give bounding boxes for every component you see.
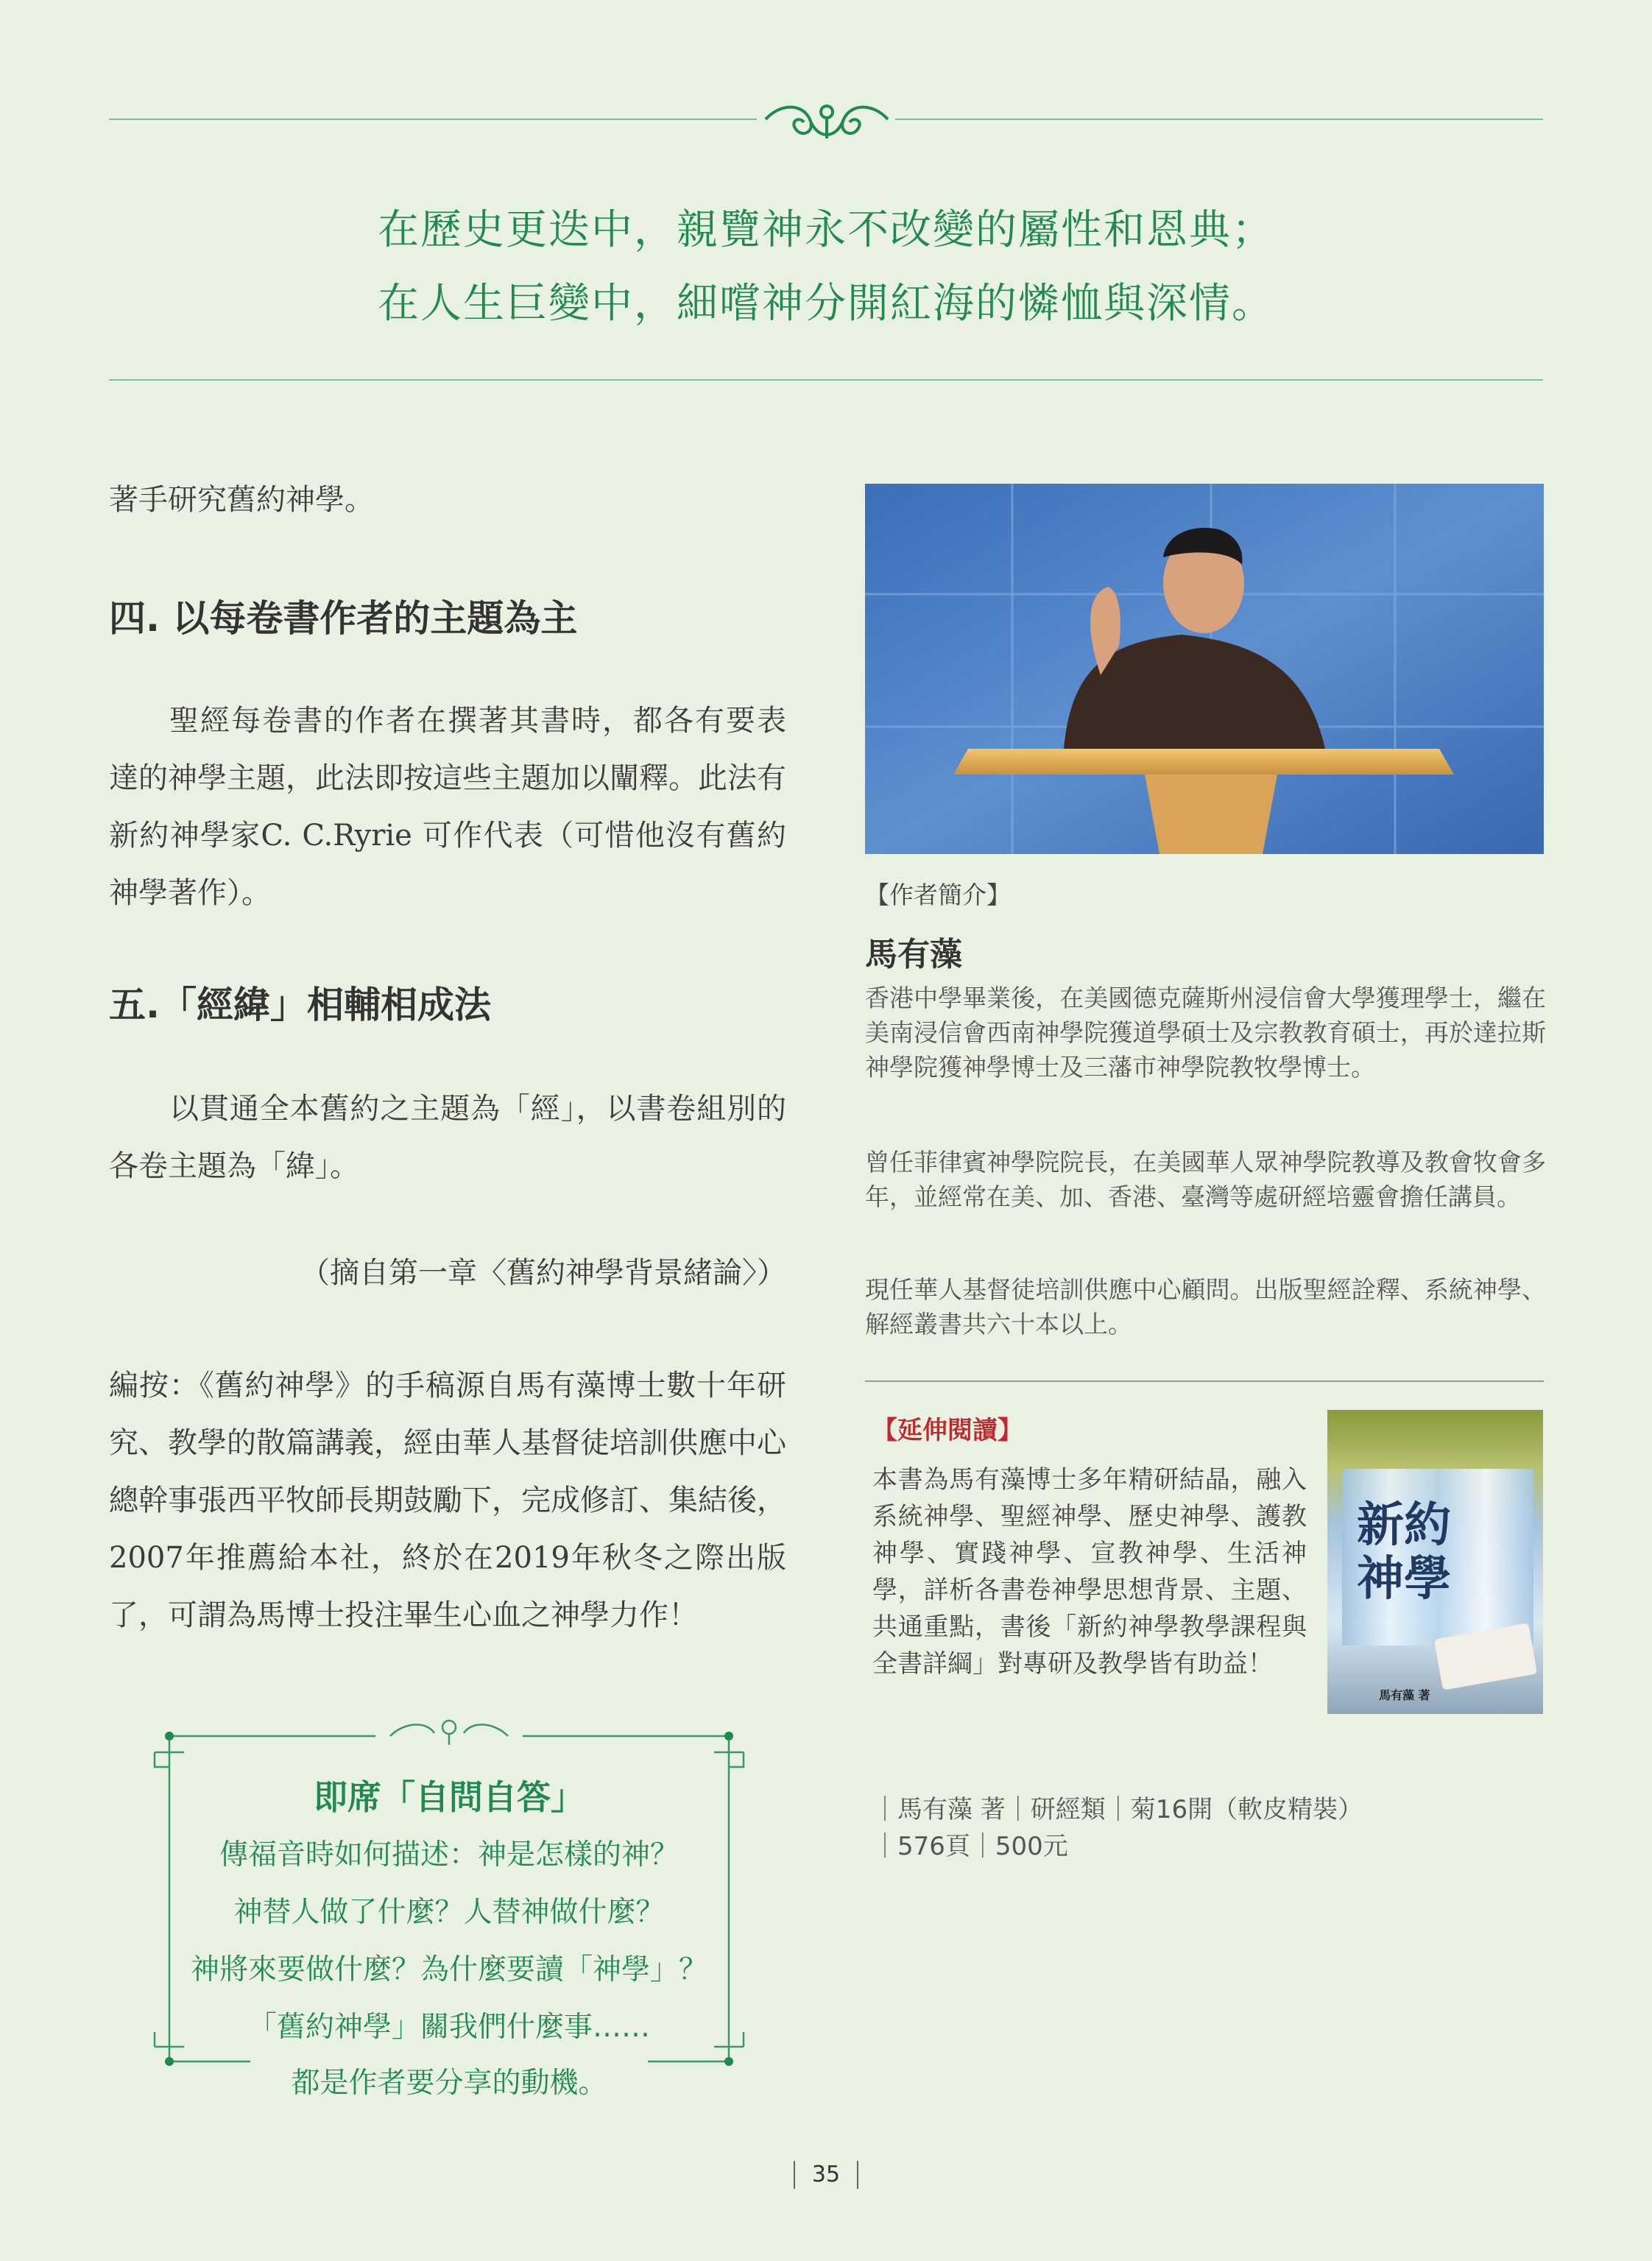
quote-line-1: 在歷史更迭中，親覽神永不改變的屬性和恩典；	[378, 206, 1274, 254]
book-info-line-1: ｜馬有藻 著｜研經類｜菊16開（軟皮精裝）	[872, 1795, 1363, 1824]
flourish-ornament-icon	[758, 96, 895, 147]
author-section-rule	[865, 1380, 1544, 1382]
section-heading-5: 五.「經緯」相輔相成法	[109, 984, 491, 1026]
author-photo	[865, 484, 1544, 854]
excerpt-source: （摘自第一章〈舊約神學背景緒論〉）	[300, 1256, 786, 1290]
top-rule-left	[109, 119, 757, 120]
book-cover	[1327, 1410, 1543, 1714]
section-4-paragraph: 聖經每卷書的作者在撰著其書時，都各有要表達的神學主題，此法即按這些主題加以闡釋。此法有新約神學家C. C.Ryrie 可作代表（可惜他沒有舊約神學著作）。	[109, 704, 786, 910]
book-cover-title-1: 新約	[1357, 1498, 1451, 1553]
qa-line-1: 傳福音時如何描述：神是怎樣的神？	[219, 1838, 679, 1872]
quote-bottom-rule	[109, 379, 1543, 381]
extended-reading-label: 【延伸閱讀】	[872, 1416, 1023, 1445]
top-rule-right	[895, 119, 1543, 120]
qa-line-5: 都是作者要分享的動機。	[291, 2067, 607, 2100]
author-name: 馬有藻	[865, 936, 962, 973]
intro-text: 著手研究舊約神學。	[109, 483, 374, 517]
book-cover-author: 馬有藻 著	[1379, 1688, 1430, 1702]
qa-line-4: 「舊約神學」關我們什麼事……	[247, 2011, 650, 2044]
qa-title: 即席「自問自答」	[314, 1777, 585, 1817]
author-section-label: 【作者簡介】	[865, 881, 1011, 909]
page-number-divider-right	[857, 2161, 858, 2189]
qa-line-3: 神將來要做什麼？為什麼要讀「神學」？	[190, 1953, 707, 1986]
author-bio-2: 曾任菲律賓神學院院長，在美國華人眾神學院教導及教會牧會多年，並經常在美、加、香港、臺灣等處研經培靈會擔任講員。	[865, 1148, 1546, 1211]
author-bio-1: 香港中學畢業後，在美國德克薩斯州浸信會大學獲理學士，繼在美南浸信會西南神學院獲道學碩士及宗教教育碩士，再於達拉斯神學院獲神學博士及三藩市神學院教牧學博士。	[865, 984, 1546, 1082]
extended-reading-text: 本書為馬有藻博士多年精研結晶，融入系統神學、聖經神學、歷史神學、護教神學、實踐神學、宣教神學、生活神學，詳析各書卷神學思想背景、主題、共通重點，書後「新約神學教學課程與全書詳綱」對專研及教學皆有助益！	[872, 1465, 1307, 1679]
author-bio-3: 現任華人基督徒培訓供應中心顧問。出版聖經詮釋、系統神學、解經叢書共六十本以上。	[865, 1275, 1546, 1338]
quote-line-2: 在人生巨變中，細嚐神分開紅海的憐恤與深情。	[378, 280, 1274, 328]
qa-line-2: 神替人做了什麼？人替神做什麼？	[233, 1896, 665, 1929]
editor-note: 編按：《舊約神學》的手稿源自馬有藻博士數十年研究、教學的散篇講義，經由華人基督徒培訓供應中心總幹事張西平牧師長期鼓勵下，完成修訂、集結後，2007年推薦給本社，終於在2019年秋冬之際出版了，可謂為馬博士投注畢生心血之神學力作！	[109, 1369, 786, 1632]
section-5-paragraph: 以貫通全本舊約之主題為「經」，以書卷組別的各卷主題為「緯」。	[109, 1092, 786, 1183]
book-cover-title-2: 神學	[1357, 1551, 1451, 1606]
page-number: 35	[811, 2162, 841, 2187]
book-info-line-2: ｜576頁｜500元	[872, 1832, 1068, 1861]
section-heading-4: 四. 以每卷書作者的主題為主	[109, 597, 578, 640]
